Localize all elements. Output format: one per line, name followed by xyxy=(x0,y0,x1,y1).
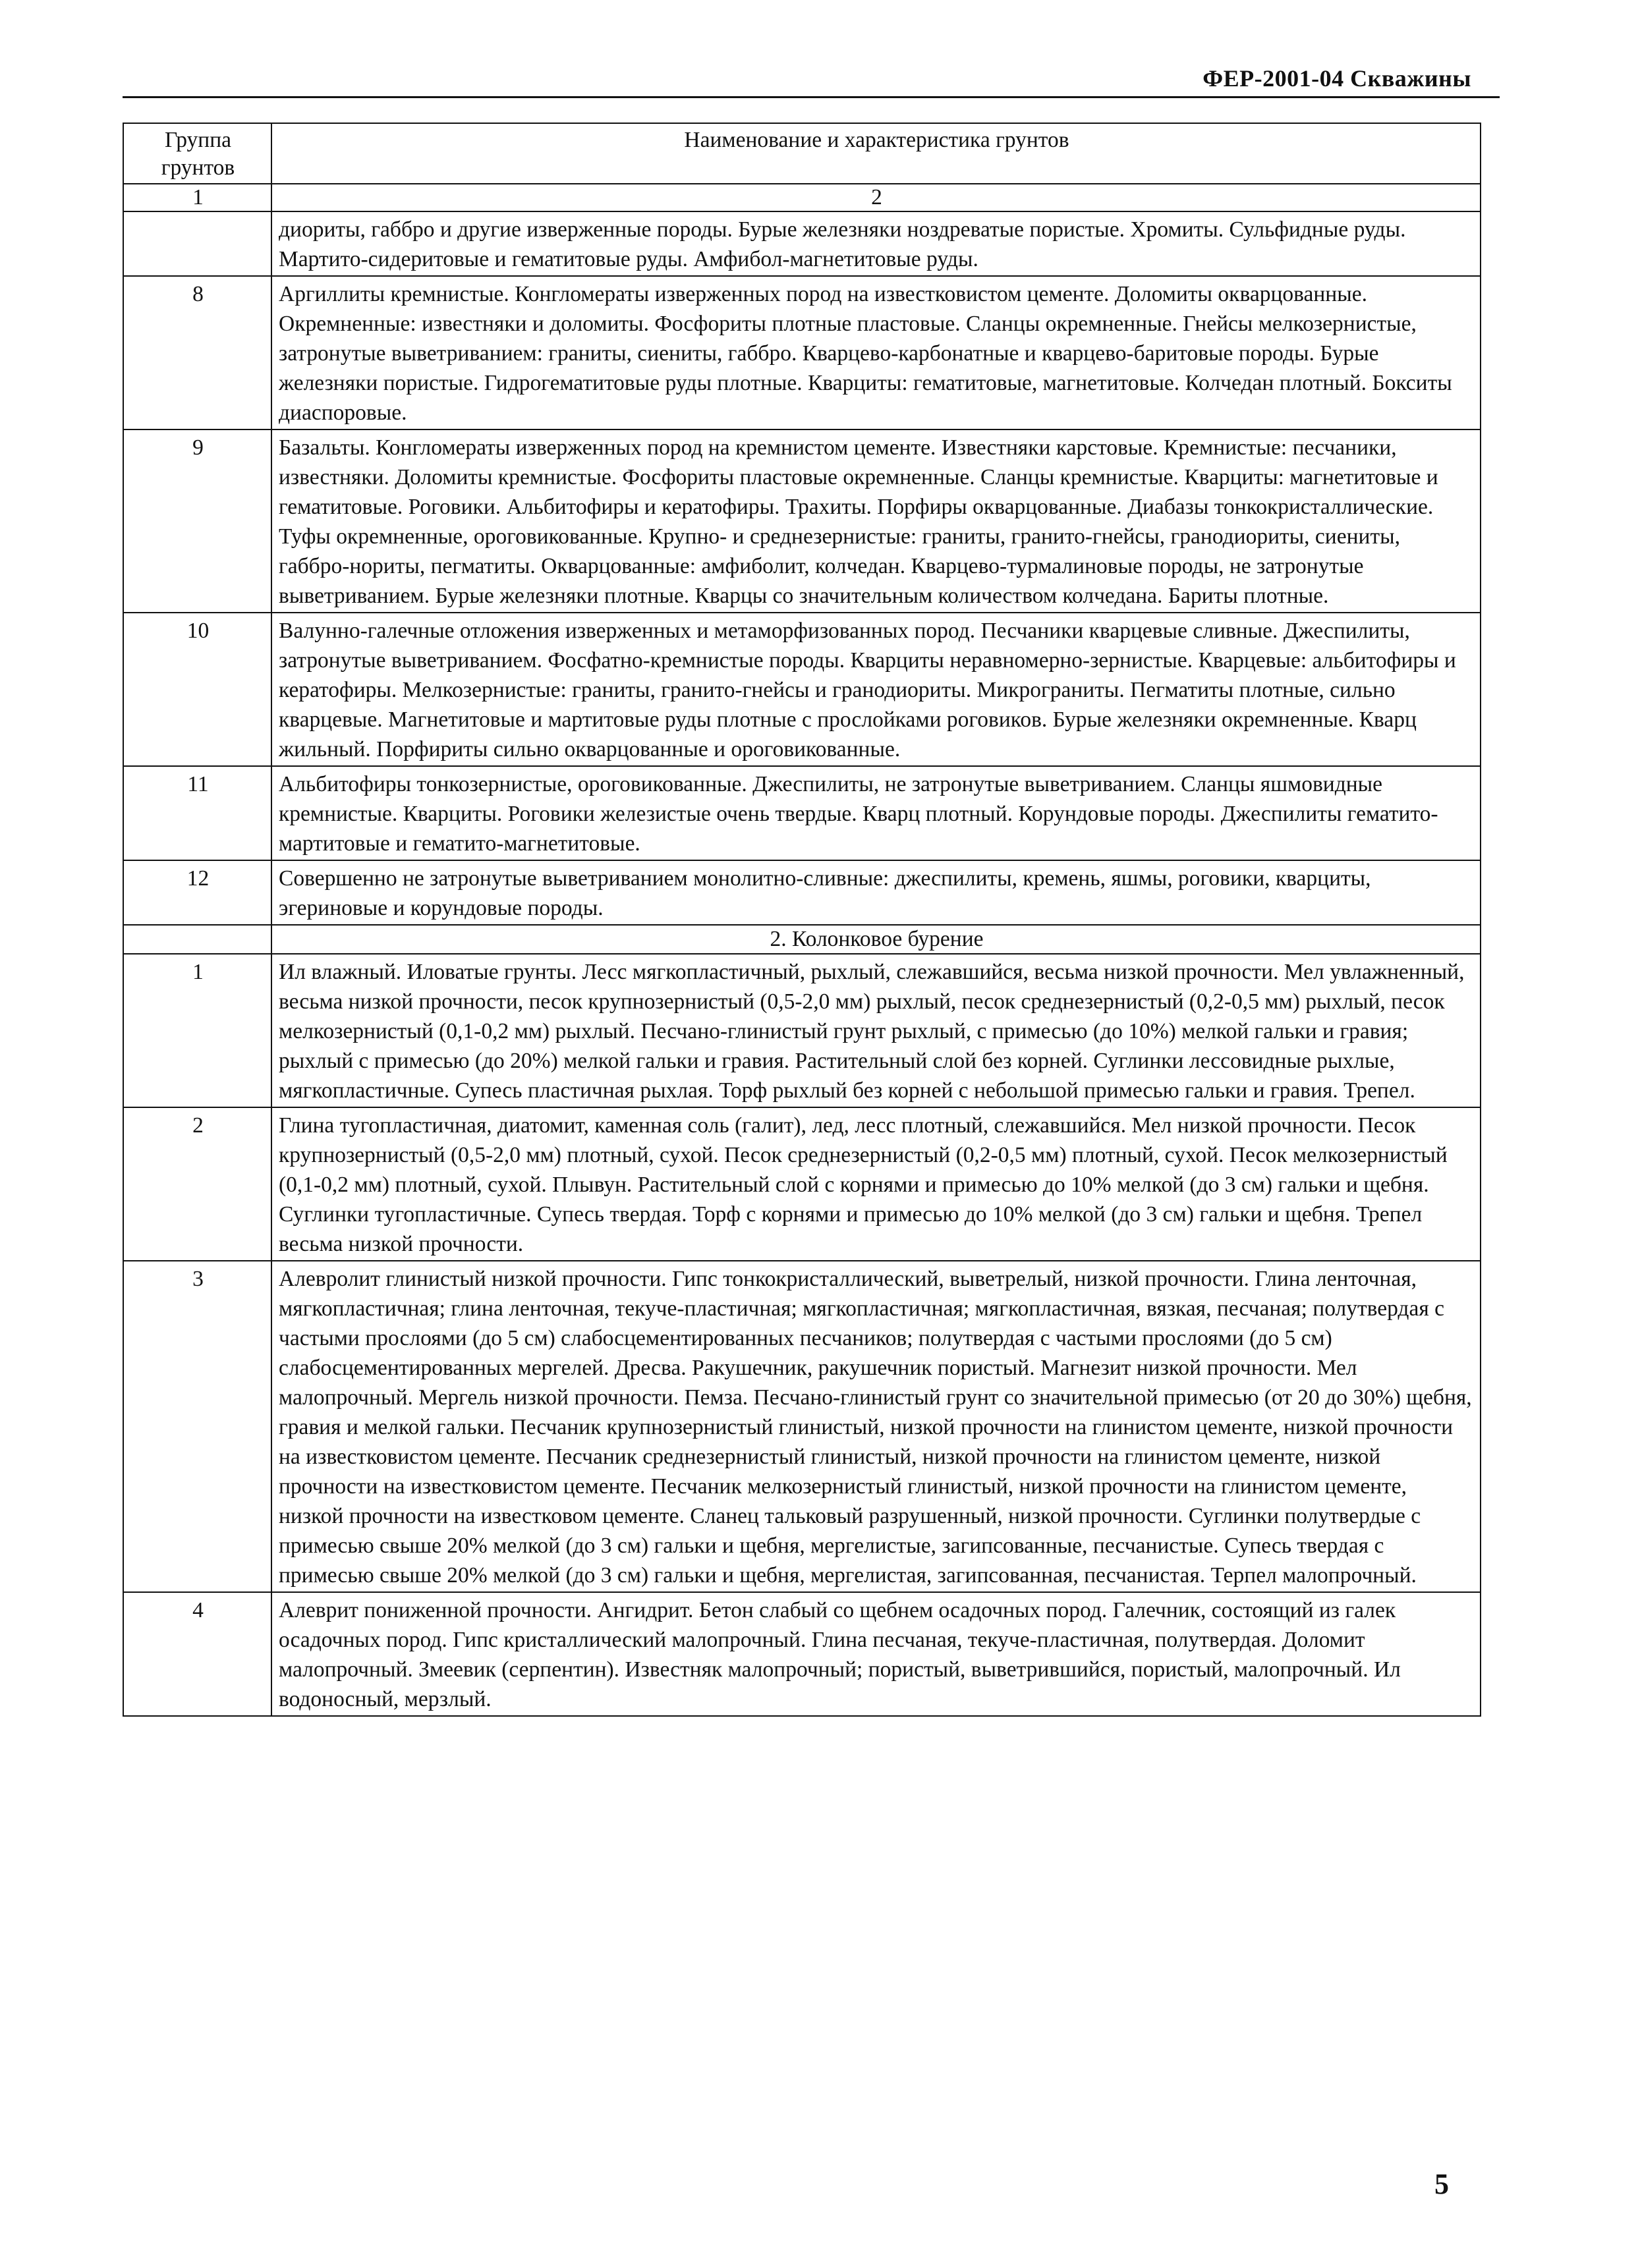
group-cell: 3 xyxy=(123,1261,271,1592)
page-header: ФЕР-2001-04 Скважины xyxy=(1202,65,1471,92)
header-rule xyxy=(123,96,1500,98)
table-row xyxy=(123,1261,1481,1592)
table-row xyxy=(123,1107,1481,1261)
table-row xyxy=(123,1592,1481,1716)
table-row xyxy=(123,954,1481,1107)
header-group: Группа грунтов xyxy=(123,123,271,184)
group-cell: 4 xyxy=(123,1592,271,1716)
section-row xyxy=(123,925,1481,954)
page-number: 5 xyxy=(1434,2168,1449,2200)
description-cell: Валунно-галечные отложения изверженных и метаморфизованных пород. Песчаники кварцевые сливные. Джеспилиты, затронутые выветриванием. Фосфатно-кремнистые породы. Кварциты неравномерно-зернистые. Кварцевые: альбитофиры и кератофиры. Мелкозернистые: граниты, гранито-гнейсы и гранодиориты. Микрограниты. Пегматиты плотные, сильно кварцевые. Магнетитовые и мартитовые руды плотные с прослойками роговиков. Бурые железняки окремненные. Кварц жильный. Порфириты сильно окварцованные и ороговикованные. xyxy=(271,613,1481,766)
group-cell xyxy=(123,211,271,276)
column-number-row xyxy=(123,184,1481,211)
table-row xyxy=(123,766,1481,860)
group-cell: 1 xyxy=(123,954,271,1107)
column-number-1: 1 xyxy=(123,184,271,211)
description-cell: Ил влажный. Иловатые грунты. Лесс мягкопластичный, рыхлый, слежавшийся, весьма низкой прочности. Мел увлажненный, весьма низкой прочности, песок крупнозернистый (0,5-2,0 мм) рыхлый, песок среднезернистый (0,2-0,5 мм) рыхлый, песок мелкозернистый (0,1-0,2 мм) рыхлый. Песчано-глинистый грунт рыхлый, с примесью (до 10%) мелкой гальки и гравия; рыхлый с примесью (до 20%) мелкой гальки и гравия. Растительный слой без корней. Суглинки лессовидные рыхлые, мягкопластичные. Супесь пластичная рыхлая. Торф рыхлый без корней с небольшой примесью гальки и гравия. Трепел. xyxy=(271,954,1481,1107)
description-cell: Совершенно не затронутые выветриванием монолитно-сливные: джеспилиты, кремень, яшмы, роговики, кварциты, эгериновые и корундовые породы. xyxy=(271,860,1481,925)
group-cell: 12 xyxy=(123,860,271,925)
table-row xyxy=(123,211,1481,276)
group-cell: 11 xyxy=(123,766,271,860)
column-number-2: 2 xyxy=(271,184,1481,211)
header-description: Наименование и характеристика грунтов xyxy=(271,123,1481,184)
table-row xyxy=(123,860,1481,925)
table-row xyxy=(123,429,1481,613)
description-cell: Алеврит пониженной прочности. Ангидрит. Бетон слабый со щебнем осадочных пород. Галечник, состоящий из галек осадочных пород. Гипс кристаллический малопрочный. Глина песчаная, текуче-пластичная, полутвердая. Доломит малопрочный. Змеевик (серпентин). Известняк малопрочный; пористый, выветрившийся, пористый, малопрочный. Ил водоносный, мерзлый. xyxy=(271,1592,1481,1716)
section-empty-cell xyxy=(123,925,271,954)
description-cell: Альбитофиры тонкозернистые, ороговикованные. Джеспилиты, не затронутые выветриванием. Сланцы яшмовидные кремнистые. Кварциты. Роговики железистые очень твердые. Кварц плотный. Корундовые породы. Джеспилиты гематито-мартитовые и гематито-магнетитовые. xyxy=(271,766,1481,860)
description-cell: Аргиллиты кремнистые. Конгломераты изверженных пород на известковистом цементе. Доломиты окварцованные. Окремненные: известняки и доломиты. Фосфориты плотные пластовые. Сланцы окремненные. Гнейсы мелкозернистые, затронутые выветриванием: граниты, сиениты, габбро. Кварцево-карбонатные и кварцево-баритовые породы. Бурые железняки пористые. Гидрогематитовые руды плотные. Кварциты: гематитовые, магнетитовые. Колчедан плотный. Бокситы диаспоровые. xyxy=(271,276,1481,429)
table-row xyxy=(123,613,1481,766)
description-cell: Глина тугопластичная, диатомит, каменная соль (галит), лед, лесс плотный, слежавшийся. Мел низкой прочности. Песок крупнозернистый (0,5-2,0 мм) плотный, сухой. Песок среднезернистый (0,2-0,5 мм) плотный, сухой. Песок мелкозернистый (0,1-0,2 мм) плотный, сухой. Плывун. Растительный слой с корнями и примесью до 10% мелкой (до 3 см) гальки и щебня. Суглинки тугопластичные. Супесь твердая. Торф с корнями и примесью до 10% мелкой (до 3 см) гальки и щебня. Трепел весьма низкой прочности. xyxy=(271,1107,1481,1261)
group-cell: 8 xyxy=(123,276,271,429)
section-title: 2. Колонковое бурение xyxy=(271,925,1481,954)
table-header-row xyxy=(123,123,1481,184)
description-cell: диориты, габбро и другие изверженные породы. Бурые железняки ноздреватые пористые. Хромиты. Сульфидные руды. Мартито-сидеритовые и гематитовые руды. Амфибол-магнетитовые руды. xyxy=(271,211,1481,276)
group-cell: 9 xyxy=(123,429,271,613)
description-cell: Базальты. Конгломераты изверженных пород на кремнистом цементе. Известняки карстовые. Кремнистые: песчаники, известняки. Доломиты кремнистые. Фосфориты пластовые окремненные. Сланцы кремнистые. Кварциты: магнетитовые и гематитовые. Роговики. Альбитофиры и кератофиры. Трахиты. Порфиры окварцованные. Диабазы тонкокристаллические. Туфы окремненные, ороговикованные. Крупно- и среднезернистые: граниты, гранито-гнейсы, гранодиориты, сиениты, габбро-нориты, пегматиты. Окварцованные: амфиболит, колчедан. Кварцево-турмалиновые породы, не затронутые выветриванием. Бурые железняки плотные. Кварцы со значительным количеством колчедана. Бариты плотные. xyxy=(271,429,1481,613)
table-row xyxy=(123,276,1481,429)
soil-classification-table xyxy=(123,123,1481,1717)
group-cell: 10 xyxy=(123,613,271,766)
group-cell: 2 xyxy=(123,1107,271,1261)
description-cell: Алевролит глинистый низкой прочности. Гипс тонкокристаллический, выветрелый, низкой прочности. Глина ленточная, мягкопластичная; глина ленточная, текуче-пластичная; мягкопластичная; мягкопластичная, вязкая, песчаная; полутвердая с частыми прослоями (до 5 см) слабосцементированных песчаников; полутвердая с частыми прослоями (до 5 см) слабосцементированных мергелей. Дресва. Ракушечник, ракушечник пористый. Магнезит низкой прочности. Мел малопрочный. Мергель низкой прочности. Пемза. Песчано-глинистый грунт со значительной примесью (от 20 до 30%) щебня, гравия и мелкой гальки. Песчаник крупнозернистый глинистый, низкой прочности на глинистом цементе, низкой прочности на известковистом цементе. Песчаник среднезернистый глинистый, низкой прочности на глинистом цементе, низкой прочности на известковистом цементе. Песчаник мелкозернистый глинистый, низкой прочности на глинистом цементе, низкой прочности на известковом цементе. Сланец тальковый разрушенный, низкой прочности. Суглинки полутвердые с примесью свыше 20% мелкой (до 3 см) гальки и щебня, мергелистые, загипсованные, песчанистые. Супесь твердая с примесью свыше 20% мелкой (до 3 см) гальки и щебня, мергелистая, загипсованная, песчанистая. Терпел малопрочный. xyxy=(271,1261,1481,1592)
